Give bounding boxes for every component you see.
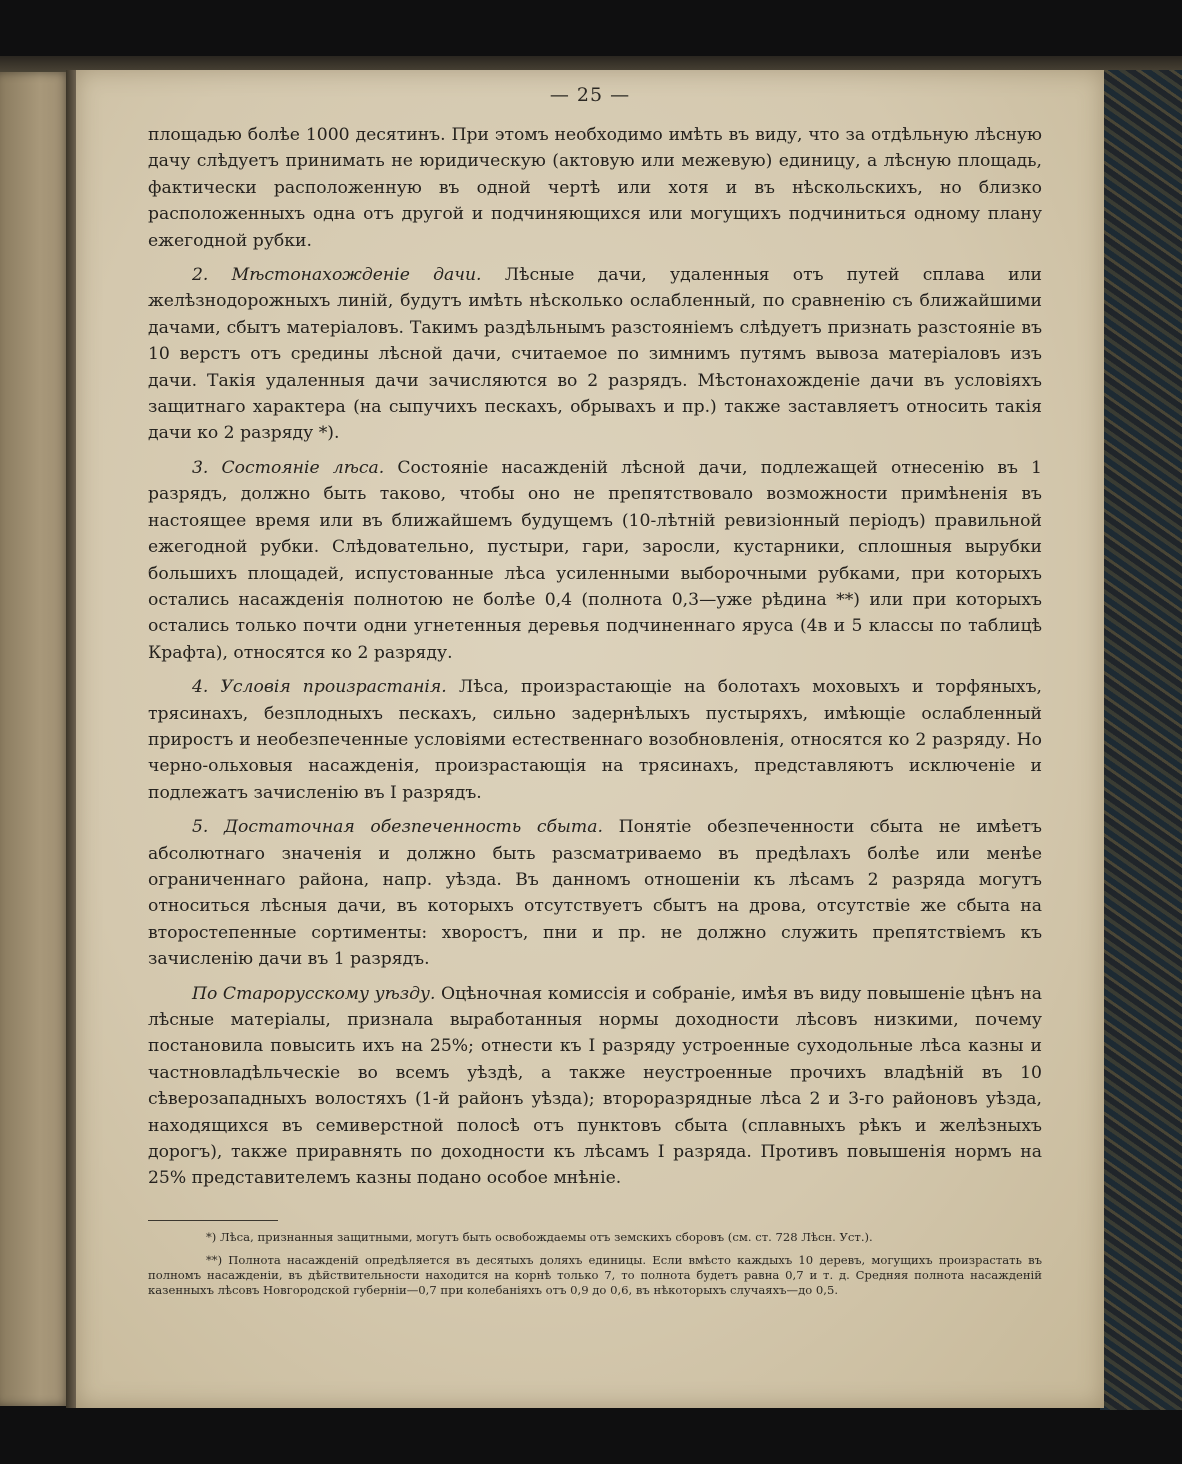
paragraph-5 xyxy=(148,814,1042,972)
paragraph-lead: По Старорусскому уѣзду. xyxy=(192,983,436,1004)
paragraph-3 xyxy=(148,455,1042,666)
paragraph-4 xyxy=(148,674,1042,806)
paragraph-lead: 5. Достаточная обезпеченность сбыта. xyxy=(192,817,603,838)
paragraph-1 xyxy=(148,122,1042,254)
paragraph-text: Состояніе насажденій лѣсной дачи, подлежащей отнесенію въ 1 разрядъ, должно быть таково, чтобы оно не препятствовало возможности примѣненія въ настоящее время или въ ближайшемъ будущемъ (10-лѣтній ревизіонный періодъ) правильной ежегодной рубки. Слѣдовательно, пустыри, гари, заросли, кустарники, сплошныя вырубки большихъ площадей, испустованные лѣса усиленными выборочными рубками, при которыхъ остались насажденія полнотою не болѣе 0,4 (полнота 0,3—уже рѣдина **) или при которыхъ остались только почти одни угнетенныя деревья подчиненнаго яруса (4в и 5 классы по таблицѣ Крафта), относятся ко 2 разряду. xyxy=(148,457,1042,663)
paragraph-lead: 2. Мѣстонахожденіе дачи. xyxy=(192,265,482,286)
paragraph-text: Оцѣночная комиссія и собраніе, имѣя въ виду повышеніе цѣнъ на лѣсные матеріалы, признала выработанныя нормы доходности лѣсовъ низкими, почему постановила повысить ихъ на 25%; отнести къ I разряду устроенные суходольные лѣса казны и частновладѣльческіе во всемъ уѣздѣ, а также неустроенные прочихъ владѣній въ 10 сѣверозападныхъ волостяхъ (1-й районъ уѣзда); второразрядные лѣса 2 и 3-го районовъ уѣзда, находящихся въ семиверстной полосѣ отъ пунктовъ сбыта (сплавныхъ рѣкъ и желѣзныхъ дорогъ), также приравнять по доходности къ лѣсамъ I разряда. Противъ повышенія нормъ на 25% представителемъ казны подано особое мнѣніе. xyxy=(148,983,1042,1189)
paragraph-text: Лѣсные дачи, удаленныя отъ путей сплава или желѣзнодорожныхъ линій, будутъ имѣть нѣсколько ослабленный, по сравненію съ ближайшими дачами, сбытъ матеріаловъ. Такимъ раздѣльнымъ разстояніемъ слѣдуетъ признать разстояніе въ 10 верстъ отъ средины лѣсной дачи, считаемое по зимнимъ путямъ вывоза матеріаловъ изъ дачи. Такія удаленныя дачи зачисляются во 2 разрядъ. Мѣстонахожденіе дачи въ условіяхъ защитнаго характера (на сыпучихъ пескахъ, обрывахъ и пр.) также заставляетъ относить такія дачи ко 2 разряду *). xyxy=(148,265,1042,444)
footnote-2: **) Полнота насажденій опредѣляется въ десятыхъ доляхъ единицы. Если вмѣсто каждыхъ 10 деревъ, могущихъ произрастать въ полномъ насажденіи, въ дѣйствительности находится на корнѣ только 7, то полнота будетъ равна 0,7 и т. д. Средняя полнота насажденій казенныхъ лѣсовъ Новгородской губерніи—0,7 при колебаніяхъ отъ 0,9 до 0,6, въ нѣкоторыхъ случаяхъ—до 0,5. xyxy=(148,1253,1042,1297)
paragraph-text: площадью болѣе 1000 десятинъ. При этомъ необходимо имѣть въ виду, что за отдѣльную лѣсную дачу слѣдуетъ принимать не юридическую (актовую или межевую) единицу, а лѣсную площадь, фактически расположенную въ одной чертѣ или хотя и въ нѣскольскихъ, но близко расположенныхъ одна отъ другой и подчиняющихся или могущихъ подчиниться одному плану ежегодной рубки. xyxy=(148,125,1042,251)
page-number: — 25 — xyxy=(549,84,631,106)
paragraph-text: Понятіе обезпеченности сбыта не имѣетъ абсолютнаго значенія и должно быть разсматриваемо въ предѣлахъ болѣе или менѣе ограниченнаго района, напр. уѣзда. Въ данномъ отношеніи къ лѣсамъ 2 разряда могутъ относиться лѣсныя дачи, въ которыхъ отсутствуетъ сбытъ на дрова, отсутствіе же сбыта на второстепенные сортименты: хворостъ, пни и пр. не должно служить препятствіемъ къ зачисленію дачи въ 1 разрядъ. xyxy=(148,817,1042,970)
footnote-divider xyxy=(148,1220,278,1221)
book-gutter xyxy=(66,70,76,1408)
left-page-edge xyxy=(0,72,72,1406)
book-page xyxy=(76,70,1104,1408)
paragraph-lead: 4. Условія произрастанія. xyxy=(192,677,447,698)
footnote-1: *) Лѣса, признанныя защитными, могутъ быть освобождаемы отъ земскихъ сборовъ (см. ст. 728 Лѣсн. Уст.). xyxy=(206,1230,873,1244)
paragraph-6 xyxy=(148,981,1042,1192)
paragraph-2 xyxy=(148,262,1042,447)
book-cover-edge xyxy=(1100,70,1182,1410)
footnotes xyxy=(148,1230,1042,1306)
paragraph-text: Лѣса, произрастающіе на болотахъ моховыхъ и торфяныхъ, трясинахъ, безплодныхъ пескахъ, сильно задернѣлыхъ пустыряхъ, имѣющіе ослабленный приростъ и необезпеченные условіями естественнаго возобновленія, относятся ко 2 разряду. Но черно-ольховыя насажденія, произрастающія на трясинахъ, представляютъ исключеніе и подлежатъ зачисленію въ I разрядъ. xyxy=(148,677,1042,803)
paragraph-lead: 3. Состояніе лѣса. xyxy=(192,457,385,478)
page-body xyxy=(148,122,1042,1200)
